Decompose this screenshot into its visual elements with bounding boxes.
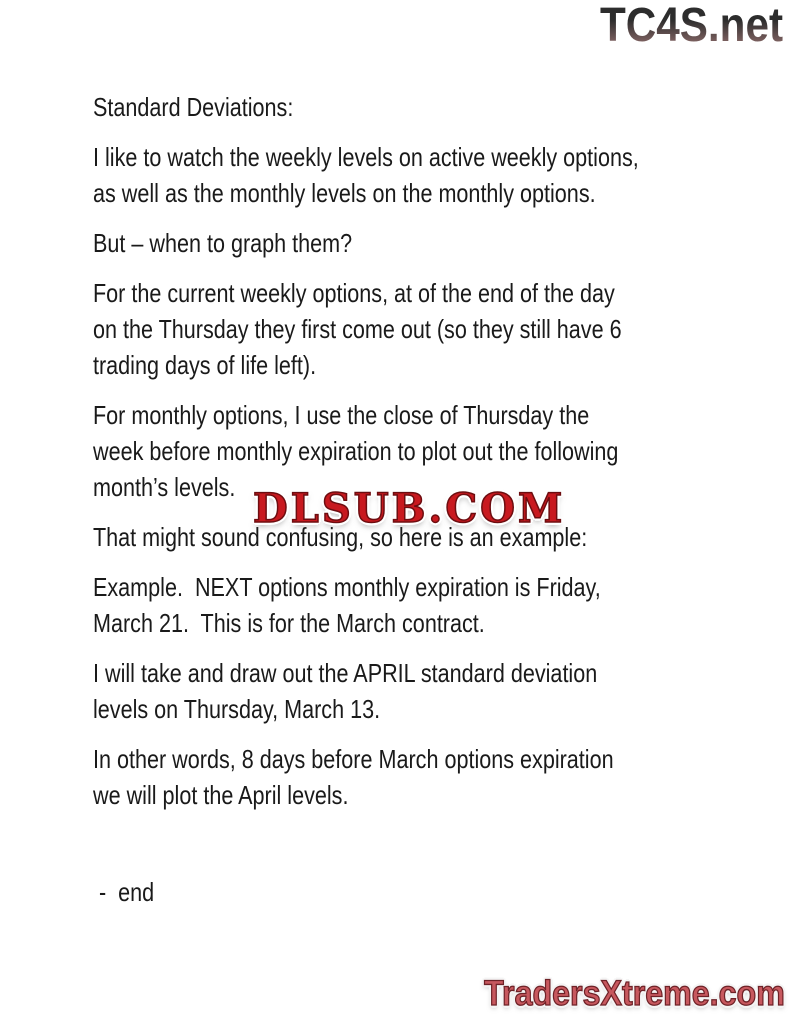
text-line: That might sound confusing, so here is an example: xyxy=(93,522,588,552)
paragraph xyxy=(93,655,753,727)
text-line: as well as the monthly levels on the monthly options. xyxy=(93,178,596,208)
text-line: I will take and draw out the APRIL standard deviation xyxy=(93,658,598,688)
text-line: on the Thursday they first come out (so they still have 6 xyxy=(93,314,622,344)
text-line: we will plot the April levels. xyxy=(93,780,349,810)
text-line: - end xyxy=(93,877,155,907)
paragraph-heading xyxy=(93,89,753,125)
tc4s-logo: TC4S.net xyxy=(599,0,783,52)
text-line: week before monthly expiration to plot out the following xyxy=(93,436,619,466)
paragraph xyxy=(93,741,753,813)
tradersxtreme-watermark: TradersXtreme.com xyxy=(484,974,785,1013)
text-line: month’s levels. xyxy=(93,472,236,502)
text-line: Example. NEXT options monthly expiration is Friday, xyxy=(93,572,601,602)
text-line: I like to watch the weekly levels on active weekly options, xyxy=(93,142,639,172)
text-line: But – when to graph them? xyxy=(93,228,353,258)
paragraph-end-marker xyxy=(93,874,753,910)
text-line: levels on Thursday, March 13. xyxy=(93,694,381,724)
text-line: March 21. This is for the March contract. xyxy=(93,608,485,638)
text-line: trading days of life left). xyxy=(93,350,317,380)
text-line: For monthly options, I use the close of Thursday the xyxy=(93,400,590,430)
dlsub-watermark: DLSUB.COM xyxy=(253,485,566,532)
text-line: For the current weekly options, at of the end of the day xyxy=(93,278,615,308)
paragraph xyxy=(93,569,753,641)
text-line: In other words, 8 days before March options expiration xyxy=(93,744,614,774)
paragraph xyxy=(93,275,753,383)
paragraph xyxy=(93,139,753,211)
paragraph xyxy=(93,225,753,261)
text-line: Standard Deviations: xyxy=(93,92,294,122)
